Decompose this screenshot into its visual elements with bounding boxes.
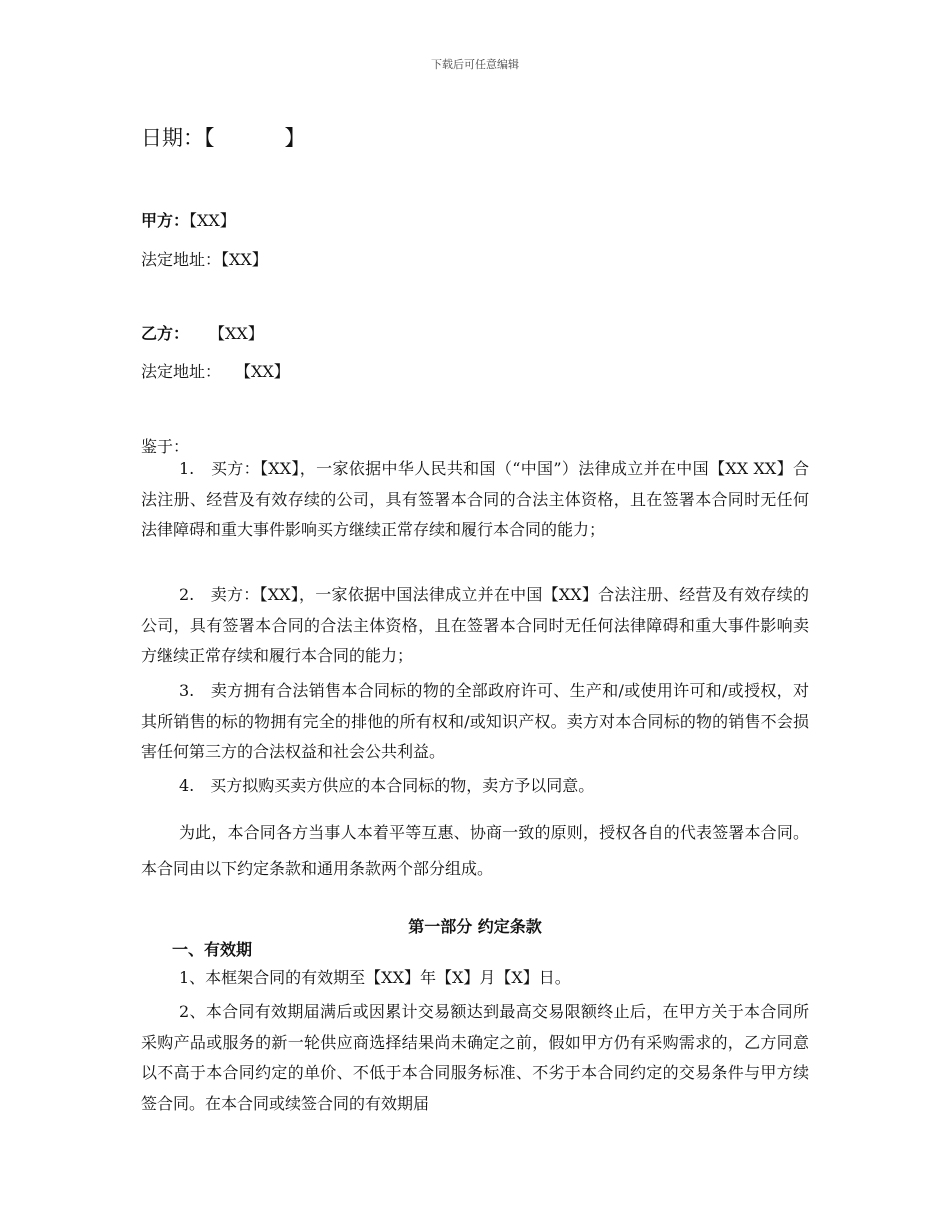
intro-paragraph: 为此，本合同各方当事人本着平等互惠、协商一致的原则，授权各自的代表签署本合同。本合同由以下约定条款和通用条款两个部分组成。 (141, 823, 809, 878)
section1-clause-2: 2、本合同有效期届满后或因累计交易额达到最高交易限额终止后，在甲方关于本合同所采购产品或服务的新一轮供应商选择结果尚未确定之前，假如甲方仍有采购需求的，乙方同意以不高于本合同约定的单价、不低于本合同服务标准、不劣于本合同约定的交易条件与甲方续签合同。在本合同或续签合同的有效期届 (141, 1002, 809, 1113)
whereas-item-1: 1. 买方：【XX】，一家依据中华人民共和国（“中国”）法律成立并在中国【XX XX】合法注册、经营及有效存续的公司，具有签署本合同的合法主体资格，且在签署本合同时无任何法律障碍和重大事件影响买方继续正常存续和履行本合同的能力； (141, 459, 809, 539)
date-bracket-open: 【 (204, 126, 215, 150)
party-a-label: 甲方： (141, 211, 190, 230)
party-b-line (141, 321, 264, 344)
whereas-item-4: 4. 买方拟购买卖方供应的本合同标的物，卖方予以同意。 (179, 776, 595, 795)
party-a-line (141, 208, 236, 231)
date-line (141, 122, 306, 152)
party-b-value: 【XX】 (209, 324, 264, 343)
date-label: 日期： (141, 126, 204, 150)
whereas-label: 鉴于： (141, 437, 190, 456)
party-a-address-line (141, 247, 268, 270)
section1-title: 一、有效期 (172, 940, 253, 959)
whereas-item-2: 2. 卖方：【XX】，一家依据中国法律成立并在中国【XX】合法注册、经营及有效存续的公司，具有签署本合同的合法主体资格，且在签署本合同时无任何法律障碍和重大事件影响卖方继续正常存续和履行本合同的能力； (141, 585, 809, 665)
party-b-label: 乙方： (141, 324, 190, 343)
part1-title: 第一部分 约定条款 (408, 917, 542, 936)
party-b-address-value: 【XX】 (235, 362, 290, 381)
party-b-address-label: 法定地址： (141, 362, 222, 381)
party-a-value: 【XX】 (189, 211, 236, 230)
page-header: 下载后可任意编辑 (431, 58, 519, 71)
party-a-address-value: 【XX】 (221, 250, 268, 269)
party-b-address-line (141, 359, 290, 382)
party-a-address-label: 法定地址： (141, 250, 222, 269)
whereas-item-3: 3. 卖方拥有合法销售本合同标的物的全部政府许可、生产和/或使用许可和/或授权，对其所销售的标的物拥有完全的排他的所有权和/或知识产权。卖方对本合同标的物的销售不会损害任何第三方的合法权益和社会公共利益。 (141, 681, 809, 761)
section1-clause-1: 1、本框架合同的有效期至【XX】年【X】月【X】日。 (179, 968, 571, 987)
date-bracket-close: 】 (284, 126, 306, 150)
